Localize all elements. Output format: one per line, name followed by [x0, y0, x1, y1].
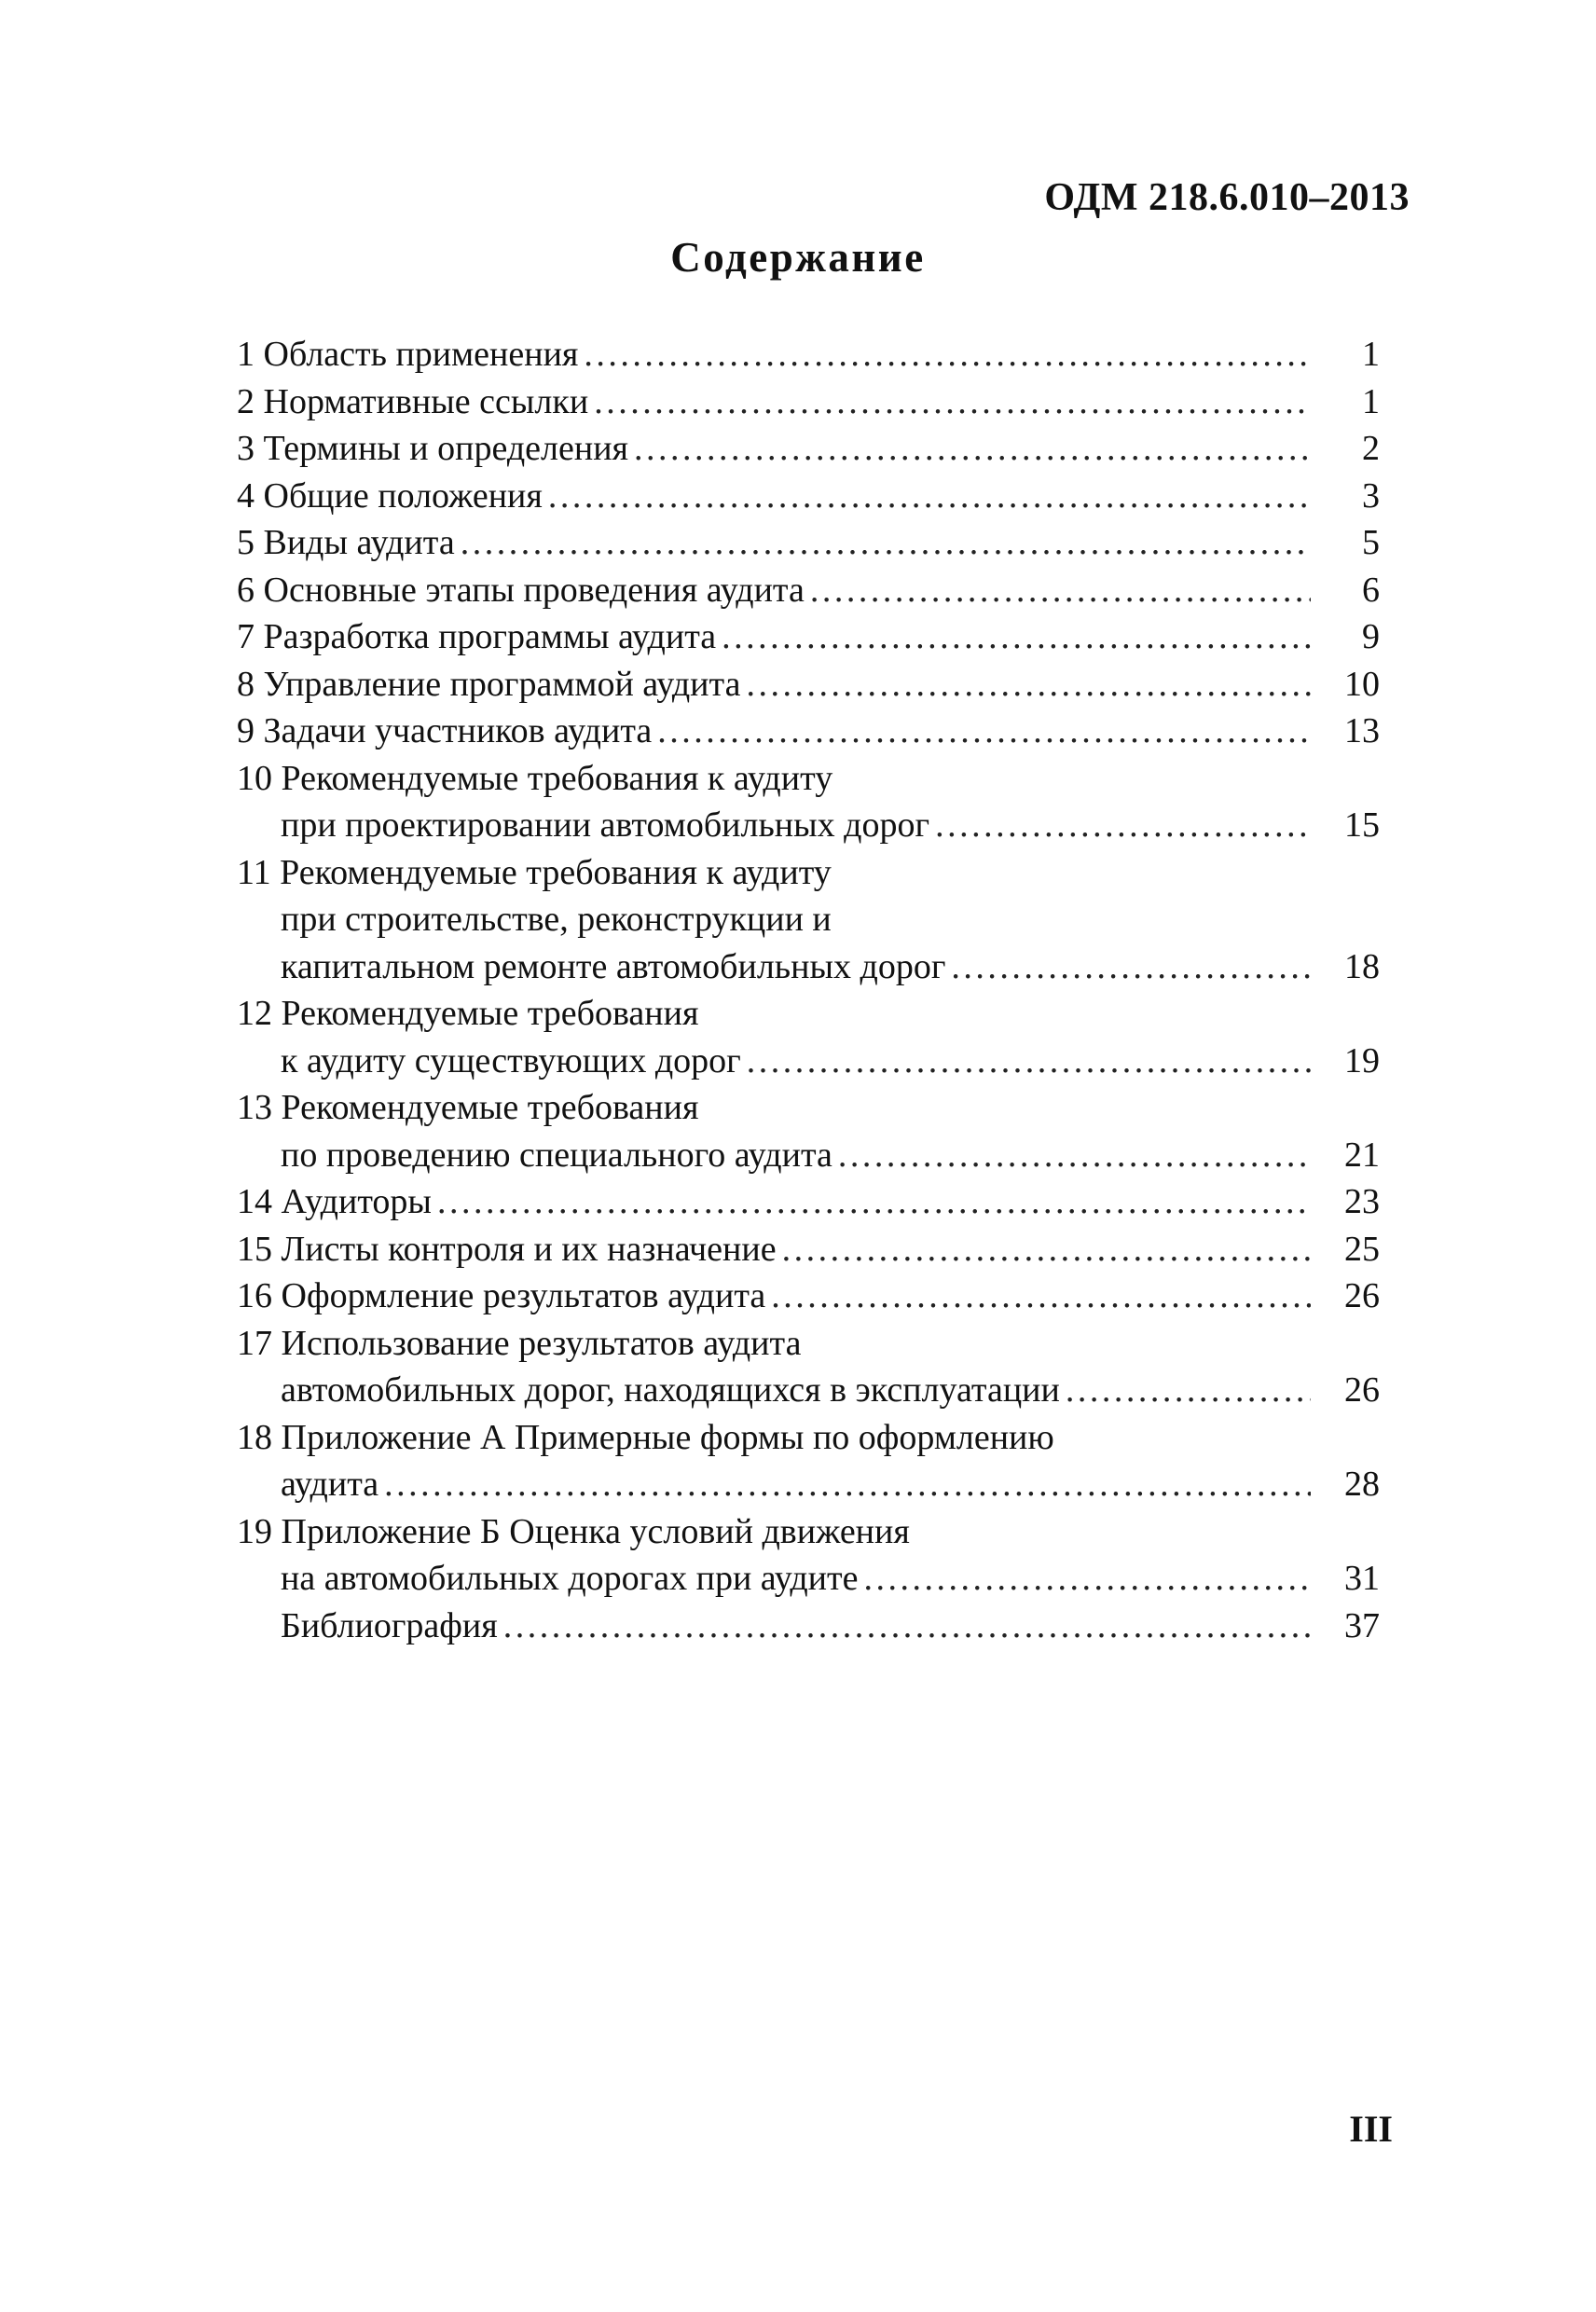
toc-entry-line [237, 1038, 1380, 1085]
toc-page-number: 2 [1362, 429, 1380, 468]
toc-entry-line [237, 567, 1380, 614]
toc-dot-leader [584, 331, 1311, 378]
toc-page-number: 1 [1362, 381, 1380, 421]
toc-page-number: 15 [1344, 805, 1380, 845]
toc-entry-title: аудита [281, 1465, 379, 1504]
page-title: Содержание [670, 234, 926, 281]
toc-entry-title: по проведению специального аудита [281, 1135, 832, 1175]
toc-page-number: 10 [1344, 664, 1380, 704]
toc-entry-line [237, 1508, 1380, 1556]
toc-dot-leader [746, 661, 1311, 709]
table-of-contents [237, 331, 1380, 1649]
toc-page-number: 18 [1344, 946, 1380, 986]
toc-dot-leader [634, 425, 1311, 473]
toc-entry-title: на автомобильных дорогах при аудите [281, 1559, 859, 1598]
toc-entry-title: 12 Рекомендуемые требования [237, 994, 699, 1033]
toc-entry-title: 3 Термины и определения [237, 429, 629, 468]
toc-page-number: 21 [1344, 1135, 1380, 1175]
toc-entry-line [237, 1084, 1380, 1132]
toc-dot-leader [810, 567, 1311, 614]
toc-entry-title: 15 Листы контроля и их назначение [237, 1229, 777, 1269]
toc-entry-title: 13 Рекомендуемые требования [237, 1088, 699, 1127]
toc-entry-title: 7 Разработка программы аудита [237, 617, 717, 656]
toc-dot-leader [771, 1273, 1311, 1320]
toc-page-number: 25 [1344, 1229, 1380, 1269]
toc-page-number: 26 [1344, 1370, 1380, 1410]
toc-dot-leader [782, 1226, 1311, 1273]
toc-entry-title: 18 Приложение А Примерные формы по оформлению [237, 1417, 1054, 1457]
toc-dot-leader [1066, 1367, 1311, 1414]
toc-entry-title: капитальном ремонте автомобильных дорог [281, 946, 946, 986]
toc-dot-leader [951, 943, 1311, 991]
toc-entry-line [237, 708, 1380, 755]
toc-page-number: 28 [1344, 1465, 1380, 1504]
toc-dot-leader [384, 1461, 1311, 1508]
toc-entry-title: 1 Область применения [237, 335, 579, 374]
toc-entry-line [237, 331, 1380, 378]
toc-entry-line [237, 1273, 1380, 1320]
toc-dot-leader [594, 378, 1311, 426]
toc-page-number: 5 [1362, 523, 1380, 562]
toc-entry-line [237, 1320, 1380, 1368]
toc-dot-leader [548, 473, 1311, 520]
toc-entry-line [237, 990, 1380, 1038]
toc-dot-leader [722, 613, 1311, 661]
toc-entry-line [237, 425, 1380, 473]
toc-dot-leader [503, 1603, 1311, 1650]
toc-entry-line [237, 473, 1380, 520]
toc-entry-line [237, 943, 1380, 991]
toc-page-number: 37 [1344, 1605, 1380, 1645]
toc-dot-leader [863, 1555, 1311, 1603]
toc-entry-line [237, 755, 1380, 803]
toc-entry-line [237, 1132, 1380, 1179]
toc-entry-title: при строительстве, реконструкции и [281, 900, 832, 939]
toc-page-number: 1 [1362, 335, 1380, 374]
toc-page-number: 23 [1344, 1182, 1380, 1221]
toc-entry-line [237, 519, 1380, 567]
toc-entry-title: 6 Основные этапы проведения аудита [237, 570, 805, 610]
toc-entry-line [237, 1461, 1380, 1508]
toc-entry-line [237, 1603, 1380, 1650]
toc-entry-title: 8 Управление программой аудита [237, 664, 741, 704]
toc-entry-line [237, 896, 1380, 943]
toc-dot-leader [747, 1038, 1311, 1085]
toc-entry-line [237, 378, 1380, 426]
toc-page-number: 9 [1362, 617, 1380, 656]
toc-entry-title: Библиография [281, 1605, 498, 1645]
toc-entry-title: 9 Задачи участников аудита [237, 711, 653, 750]
toc-entry-line [237, 1226, 1380, 1273]
toc-entry-line [237, 802, 1380, 849]
toc-dot-leader [657, 708, 1311, 755]
toc-entry-title: при проектировании автомобильных дорог [281, 805, 930, 845]
toc-entry-title: 14 Аудиторы [237, 1182, 432, 1221]
toc-entry-line [237, 613, 1380, 661]
toc-entry-title: автомобильных дорог, находящихся в эксплуатации [281, 1370, 1060, 1410]
toc-entry-title: 10 Рекомендуемые требования к аудиту [237, 758, 833, 798]
toc-dot-leader [838, 1132, 1311, 1179]
toc-entry-line [237, 661, 1380, 709]
toc-entry-title: 11 Рекомендуемые требования к аудиту [237, 852, 832, 892]
toc-page-number: 13 [1344, 711, 1380, 750]
toc-entry-title: к аудиту существующих дорог [281, 1040, 741, 1080]
toc-entry-title: 16 Оформление результатов аудита [237, 1276, 766, 1315]
toc-dot-leader [935, 802, 1311, 849]
document-code: ОДМ 218.6.010–2013 [1044, 176, 1410, 219]
toc-page-number: 19 [1344, 1040, 1380, 1080]
toc-entry-title: 5 Виды аудита [237, 523, 455, 562]
toc-entry-title: 2 Нормативные ссылки [237, 381, 589, 421]
toc-entry-line [237, 1178, 1380, 1226]
toc-entry-line [237, 849, 1380, 897]
toc-entry-title: 19 Приложение Б Оценка условий движения [237, 1511, 910, 1551]
toc-page-number: 26 [1344, 1276, 1380, 1315]
toc-entry-line [237, 1414, 1380, 1462]
toc-page-number: 31 [1344, 1559, 1380, 1598]
toc-entry-line [237, 1367, 1380, 1414]
toc-page-number: 3 [1362, 475, 1380, 516]
toc-entry-title: 4 Общие положения [237, 475, 543, 516]
page-number: III [1349, 2108, 1393, 2150]
toc-dot-leader [461, 519, 1311, 567]
toc-entry-title: 17 Использование результатов аудита [237, 1323, 802, 1363]
toc-entry-line [237, 1555, 1380, 1603]
toc-dot-leader [437, 1178, 1311, 1226]
toc-page-number: 6 [1362, 570, 1380, 610]
